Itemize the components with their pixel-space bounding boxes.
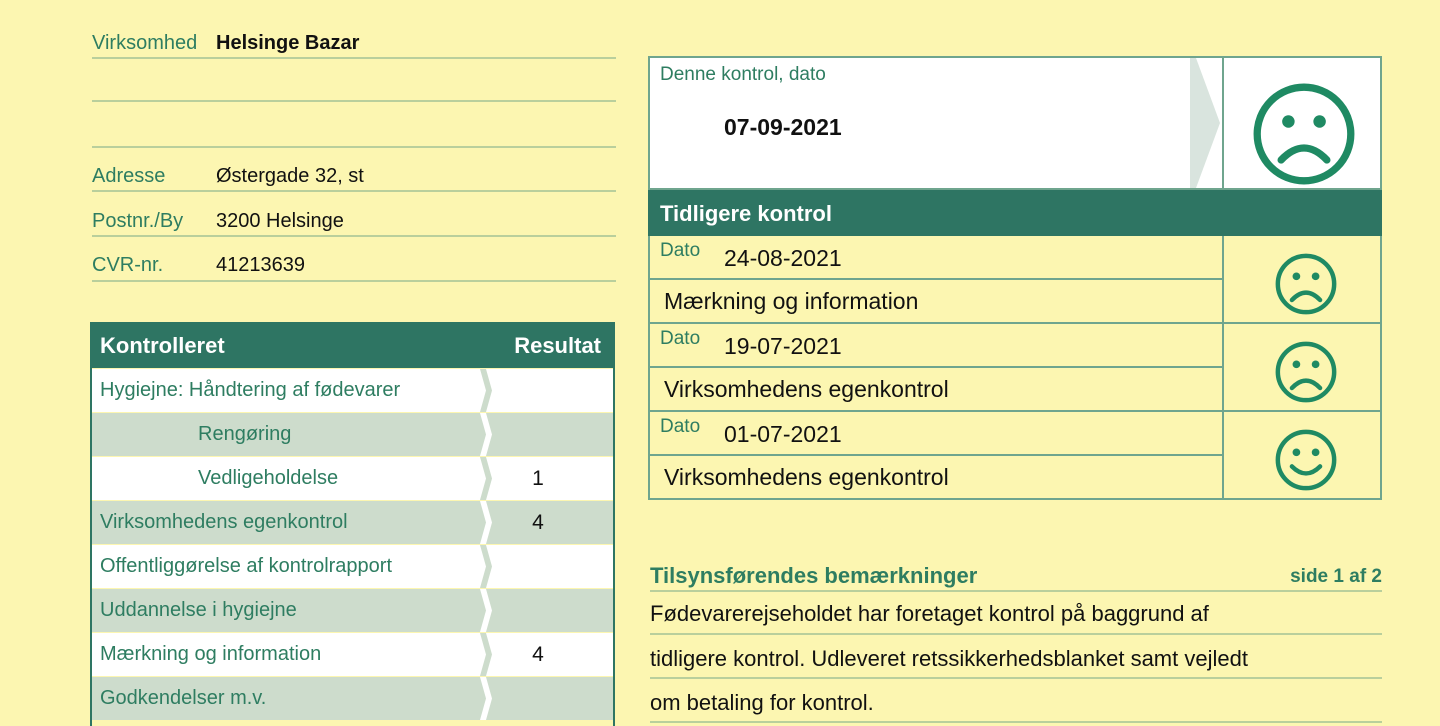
divider	[92, 190, 616, 192]
previous-date: 24-08-2021	[724, 245, 842, 271]
table-row	[92, 369, 613, 412]
divider	[650, 677, 1382, 679]
date-label: Dato	[660, 240, 701, 261]
chevron-right-icon	[480, 369, 492, 412]
divider	[650, 590, 1382, 592]
previous-inspection	[648, 324, 1382, 412]
row-result: 1	[532, 467, 544, 490]
divider	[92, 280, 616, 282]
row-name: Offentliggørelse af kontrolrapport	[100, 555, 393, 577]
table-row	[92, 589, 613, 632]
header-resultat: Resultat	[514, 333, 601, 358]
table-row	[92, 501, 613, 544]
row-name: Virksomhedens egenkontrol	[100, 511, 348, 533]
sad-face-icon	[1274, 340, 1338, 404]
divider	[650, 454, 1222, 456]
chevron-right-icon	[1190, 58, 1220, 188]
table-row	[92, 677, 613, 720]
chevron-right-icon	[480, 633, 492, 676]
remark-line: Fødevarerejseholdet har foretaget kontrol på baggrund af	[650, 601, 1209, 626]
postal-label: Postnr./By	[92, 210, 184, 232]
divider	[650, 366, 1222, 368]
table-row	[92, 457, 613, 500]
chevron-right-icon	[480, 501, 492, 544]
row-name: Hygiejne: Håndtering af fødevarer	[100, 379, 401, 401]
chevron-right-icon	[480, 457, 492, 500]
row-name: Godkendelser m.v.	[100, 687, 267, 709]
sad-face-icon	[1274, 252, 1338, 316]
previous-inspection	[648, 412, 1382, 500]
previous-topic: Virksomhedens egenkontrol	[664, 464, 949, 490]
remark-line: om betaling for kontrol.	[650, 690, 874, 715]
company-name: Helsinge Bazar	[216, 32, 360, 54]
divider	[1222, 412, 1224, 500]
previous-topic: Virksomhedens egenkontrol	[664, 376, 949, 402]
previous-inspection	[648, 236, 1382, 324]
row-name: Uddannelse i hygiejne	[100, 599, 297, 621]
chevron-right-icon	[480, 545, 492, 588]
previous-inspections-header	[648, 190, 1382, 236]
table-row	[92, 545, 613, 588]
divider	[650, 721, 1382, 723]
row-result: 4	[532, 511, 544, 534]
row-name: Vedligeholdelse	[198, 467, 339, 489]
chevron-right-icon	[480, 677, 492, 720]
current-date-caption: Denne kontrol, dato	[660, 64, 826, 85]
address-label: Adresse	[92, 165, 166, 187]
checks-table-header	[90, 322, 615, 368]
remark-line: tidligere kontrol. Udleveret retssikkerhedsblanket samt vejledt	[650, 646, 1248, 671]
remarks-title: Tilsynsførendes bemærkninger	[650, 563, 978, 588]
divider	[92, 146, 616, 148]
date-label: Dato	[660, 328, 701, 349]
divider	[650, 633, 1382, 635]
page-indicator: side 1 af 2	[1290, 566, 1382, 587]
happy-face-icon	[1274, 428, 1338, 492]
divider	[1222, 324, 1224, 412]
cvr-label: CVR-nr.	[92, 254, 164, 276]
divider	[92, 100, 616, 102]
previous-topic: Mærkning og information	[664, 288, 919, 314]
divider	[650, 278, 1222, 280]
current-date: 07-09-2021	[724, 114, 842, 140]
chevron-right-icon	[480, 589, 492, 632]
date-label: Dato	[660, 416, 701, 437]
row-name: Rengøring	[198, 423, 292, 445]
table-row	[92, 633, 613, 676]
checks-table	[90, 322, 615, 726]
divider	[92, 235, 616, 237]
row-name: Mærkning og information	[100, 643, 322, 665]
previous-header-label: Tidligere kontrol	[660, 201, 832, 226]
divider	[92, 57, 616, 59]
address-value: Østergade 32, st	[216, 165, 364, 187]
table-row	[92, 413, 613, 456]
row-result: 4	[532, 643, 544, 666]
divider	[1222, 236, 1224, 324]
header-kontrolleret: Kontrolleret	[100, 333, 225, 358]
previous-date: 01-07-2021	[724, 421, 842, 447]
postal-value: 3200 Helsinge	[216, 210, 344, 232]
table-border-right	[613, 368, 615, 726]
current-inspection-box	[648, 56, 1382, 190]
previous-date: 19-07-2021	[724, 333, 842, 359]
cvr-value: 41213639	[216, 254, 305, 276]
company-name-label: Virksomhed	[92, 32, 198, 54]
divider	[1222, 58, 1224, 188]
sad-face-icon	[1252, 82, 1356, 186]
chevron-right-icon	[480, 413, 492, 456]
